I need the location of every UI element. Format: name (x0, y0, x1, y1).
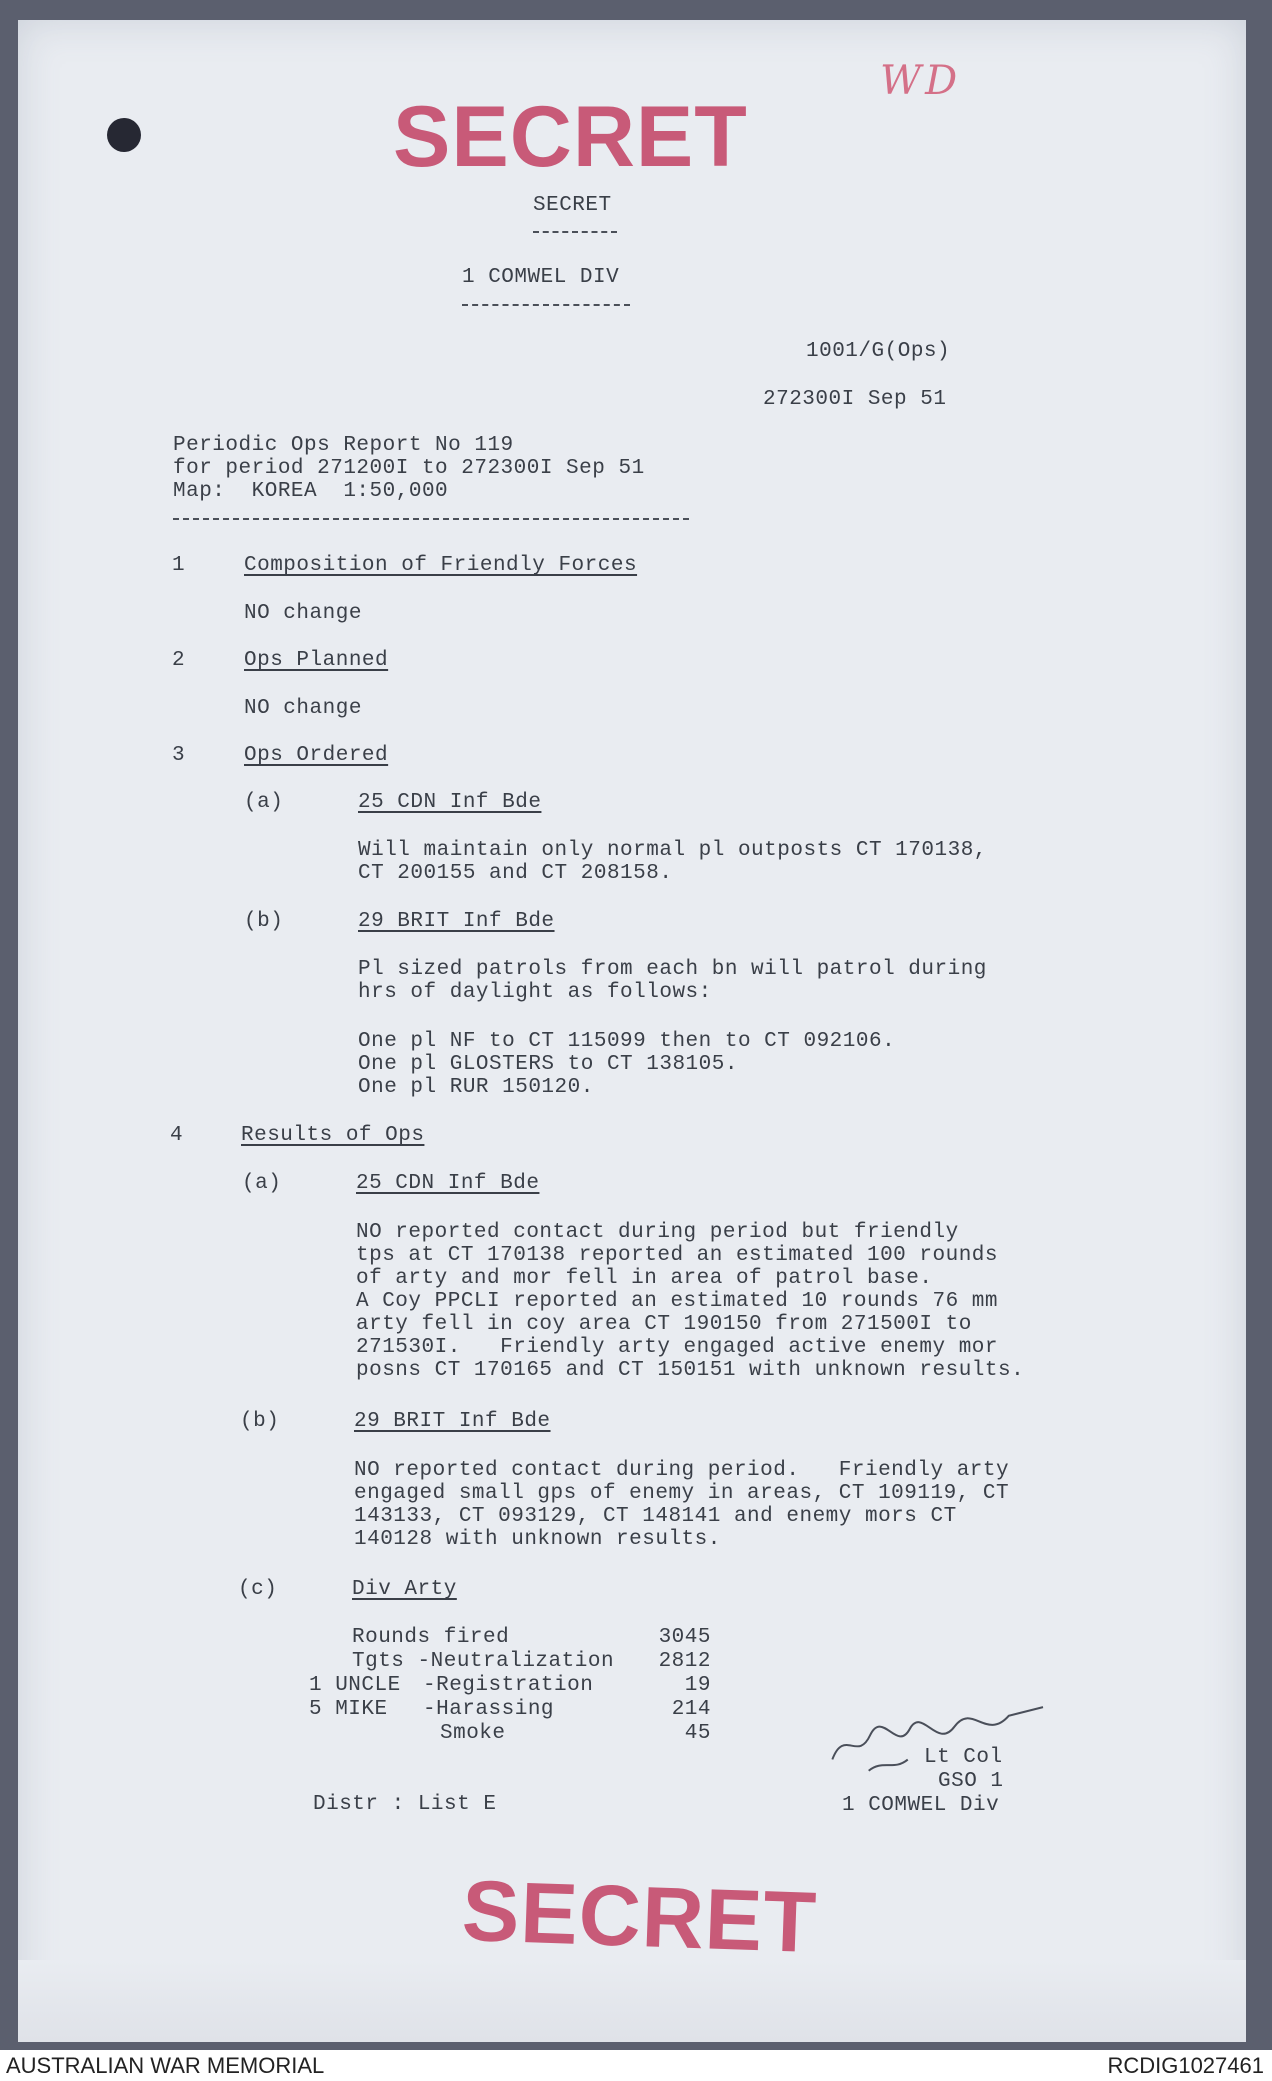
heading-underline (533, 231, 617, 233)
arty-row-label: Rounds fired (352, 1626, 510, 1649)
arty-row-value: 214 (671, 1698, 711, 1721)
classification-heading: SECRET (533, 194, 612, 217)
arty-row-value: 45 (684, 1722, 711, 1745)
arty-row-value: 3045 (658, 1626, 711, 1649)
arty-row-value: 19 (684, 1674, 711, 1697)
arty-row-prefix: 5 MIKE (309, 1698, 388, 1721)
section-4a-line: posns CT 170165 and CT 150151 with unknown results. (356, 1359, 1025, 1382)
section-4-title: Results of Ops (241, 1124, 425, 1147)
section-4a-label: (a) (242, 1172, 282, 1195)
distribution-list: Distr : List E (313, 1793, 497, 1816)
section-4b-line: 140128 with unknown results. (354, 1528, 721, 1551)
signature-rank: Lt Col (924, 1746, 1003, 1769)
section-4c-title: Div Arty (352, 1578, 457, 1601)
section-4a-line: arty fell in coy area CT 190150 from 271500I to (356, 1313, 972, 1336)
section-3a-title: 25 CDN Inf Bde (358, 791, 542, 814)
signature-appointment: GSO 1 (938, 1770, 1004, 1793)
section-3b-line: Pl sized patrols from each bn will patrol during (358, 958, 987, 981)
unit-underline (462, 304, 630, 306)
arty-row-prefix: 1 UNCLE (309, 1674, 401, 1697)
arty-row-label: Tgts -Neutralization (352, 1650, 615, 1673)
section-1-title: Composition of Friendly Forces (244, 554, 638, 577)
arty-row-value: 2812 (658, 1650, 711, 1673)
header-rule (173, 518, 689, 520)
section-2-number: 2 (172, 649, 186, 672)
section-3-number: 3 (172, 744, 186, 767)
file-reference: 1001/G(Ops) (806, 340, 951, 363)
section-3b-line: hrs of daylight as follows: (358, 981, 712, 1004)
section-4a-title: 25 CDN Inf Bde (356, 1172, 540, 1195)
section-4b-line: engaged small gps of enemy in areas, CT 109119, CT (354, 1482, 1010, 1505)
handwritten-note: WD (880, 58, 962, 104)
section-3a-line: CT 200155 and CT 208158. (358, 862, 673, 885)
section-4b-line: 143133, CT 093129, CT 148141 and enemy mors CT (354, 1505, 957, 1528)
section-3b-title: 29 BRIT Inf Bde (358, 910, 555, 933)
arty-row-label: -Harassing (423, 1698, 555, 1721)
section-4b-label: (b) (240, 1410, 280, 1433)
section-4a-line: tps at CT 170138 reported an estimated 100 rounds (356, 1244, 999, 1267)
section-3a-line: Will maintain only normal pl outposts CT 170138, (358, 839, 987, 862)
footer-institution: AUSTRALIAN WAR MEMORIAL (6, 2053, 325, 2078)
punch-hole (107, 118, 141, 152)
section-4a-line: of arty and mor fell in area of patrol base. (356, 1267, 933, 1290)
section-1-number: 1 (172, 554, 186, 577)
section-3b-label: (b) (244, 910, 284, 933)
section-2-body: NO change (244, 697, 362, 720)
section-3b-patrol: One pl NF to CT 115099 then to CT 092106. (358, 1030, 896, 1053)
section-4a-line: A Coy PPCLI reported an estimated 10 rounds 76 mm (356, 1290, 999, 1313)
report-title: Periodic Ops Report No 119 (173, 434, 514, 457)
section-4-number: 4 (170, 1124, 184, 1147)
section-4b-title: 29 BRIT Inf Bde (354, 1410, 551, 1433)
section-4a-line: 271530I. Friendly arty engaged active enemy mor (356, 1336, 999, 1359)
section-3a-label: (a) (244, 791, 284, 814)
section-1-body: NO change (244, 602, 362, 625)
date-time-group: 272300I Sep 51 (763, 388, 947, 411)
section-4a-line: NO reported contact during period but friendly (356, 1221, 959, 1244)
arty-row-label: Smoke (440, 1722, 506, 1745)
section-3b-patrol: One pl RUR 150120. (358, 1076, 594, 1099)
section-2-title: Ops Planned (244, 649, 389, 672)
secret-stamp-top: SECRET (393, 89, 748, 185)
section-4c-label: (c) (238, 1578, 278, 1601)
secret-stamp-bottom: SECRET (460, 1862, 819, 1972)
section-3b-patrol: One pl GLOSTERS to CT 138105. (358, 1053, 738, 1076)
section-4b-line: NO reported contact during period. Friendly arty (354, 1459, 1010, 1482)
unit-heading: 1 COMWEL DIV (462, 266, 620, 289)
arty-row-label: -Registration (423, 1674, 594, 1697)
report-period: for period 271200I to 272300I Sep 51 (173, 457, 645, 480)
footer-catalogue-id: RCDIG1027461 (1107, 2053, 1264, 2078)
report-map: Map: KOREA 1:50,000 (173, 480, 449, 503)
signature-unit: 1 COMWEL Div (842, 1794, 1000, 1817)
section-3-title: Ops Ordered (244, 744, 389, 767)
page-bottom-edge (18, 1960, 1246, 2042)
